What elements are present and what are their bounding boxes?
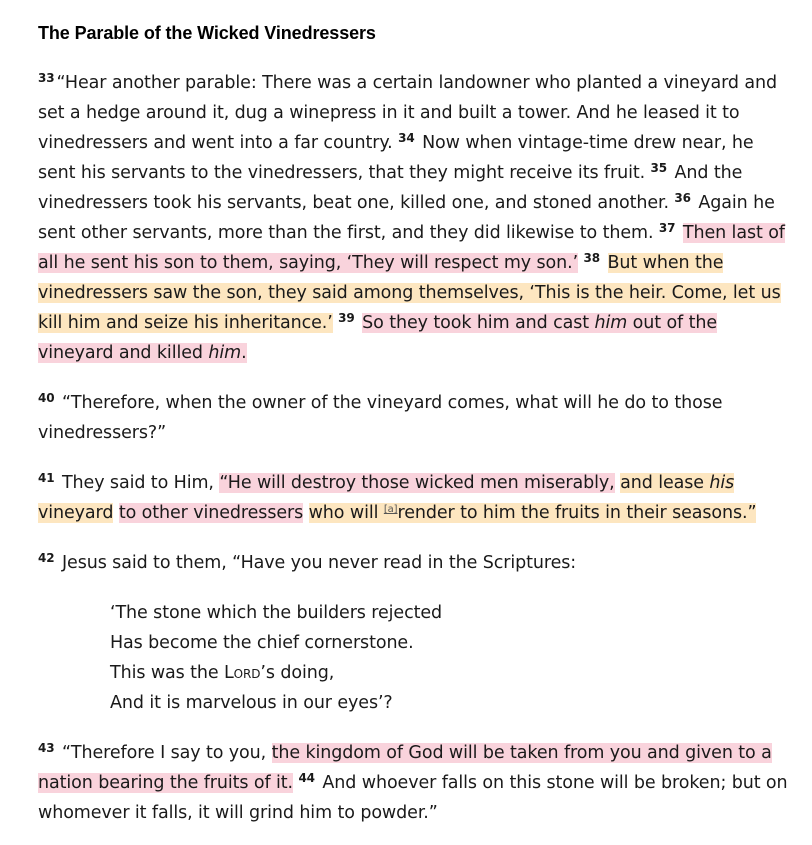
- highlight-pink[interactable]: Then last of all he sent his son to them, saying, ‘They will respect my son.’: [38, 223, 785, 273]
- footnote-link[interactable]: [a]: [383, 504, 398, 515]
- verse-text: And whoever falls on this stone will be broken; but on whomever it falls, it will grind him to powder.”: [38, 773, 788, 823]
- poem-line: [110, 658, 788, 688]
- verse-number[interactable]: 36: [674, 191, 691, 205]
- verse-number[interactable]: 40: [38, 391, 55, 405]
- verse-text: “Therefore, when the owner of the vineyard comes, what will he do to those vinedressers?”: [38, 393, 723, 443]
- verse-number[interactable]: 42: [38, 551, 55, 565]
- verse-text: Jesus said to them, “Have you never read in the Scriptures:: [61, 553, 577, 573]
- italic-word: him: [594, 313, 628, 333]
- verse-number[interactable]: 38: [583, 251, 601, 265]
- paragraph-43-44: [38, 738, 788, 828]
- poem-text: This was the: [110, 663, 225, 683]
- italic-word: his: [709, 473, 735, 493]
- verse-number[interactable]: 34: [398, 131, 415, 145]
- highlight-pink[interactable]: the kingdom of God will be taken from you and given to a nation bearing the fruits of it.: [38, 743, 772, 793]
- section-heading: The Parable of the Wicked Vinedressers: [38, 23, 376, 43]
- verse-text: render to him the fruits in their seasons.”: [397, 503, 757, 523]
- divine-name: Lord: [224, 663, 261, 683]
- verse-text: And the vinedressers took his servants, beat one, killed one, and stoned another.: [38, 163, 743, 213]
- verse-text: out of the vineyard and killed: [38, 313, 717, 363]
- poem-line: ‘The stone which the builders rejected: [110, 603, 443, 623]
- verse-number[interactable]: 33: [38, 71, 55, 85]
- highlight-pink[interactable]: to other vinedressers: [118, 503, 304, 523]
- verse-text: “Therefore I say to you,: [61, 743, 272, 763]
- poem-text: ’s doing,: [260, 663, 335, 683]
- verse-text: They said to Him,: [61, 473, 220, 493]
- verse-text: So they took him and cast: [362, 313, 595, 333]
- verse-number[interactable]: 44: [298, 771, 315, 785]
- paragraph-42: [38, 548, 788, 578]
- verse-number[interactable]: 35: [650, 161, 668, 175]
- verse-text: who will: [308, 503, 384, 523]
- verse-text: and lease: [620, 473, 710, 493]
- verse-number[interactable]: 37: [658, 221, 676, 235]
- verse-text: .: [241, 343, 247, 363]
- italic-word: him: [208, 343, 242, 363]
- paragraph-40: [38, 388, 788, 448]
- verse-text: Now when vintage-time drew near, he sent his servants to the vinedressers, that they might receive its fruit.: [38, 133, 754, 183]
- verse-text: “Hear another parable: There was a certain landowner who planted a vineyard and set a hedge around it, dug a winepress in it and built a tower. And he leased it to vinedressers and went into a far country.: [38, 73, 777, 153]
- poem-line: Has become the chief cornerstone.: [110, 633, 414, 653]
- verse-number[interactable]: 41: [38, 471, 55, 485]
- highlight-orange[interactable]: [309, 503, 757, 523]
- verse-number[interactable]: 43: [38, 741, 55, 755]
- verse-text: vineyard: [38, 503, 114, 523]
- poem-line: And it is marvelous in our eyes’?: [110, 693, 393, 713]
- highlight-pink[interactable]: “He will destroy those wicked men miserably,: [219, 473, 615, 493]
- verse-number[interactable]: 39: [338, 311, 355, 325]
- poetry-quote: [110, 598, 788, 718]
- paragraph-41: [38, 468, 788, 528]
- verse-text: Again he sent other servants, more than the first, and they did likewise to them.: [38, 193, 775, 243]
- highlight-orange[interactable]: But when the vinedressers saw the son, they said among themselves, ‘This is the heir. Come, let us kill him and seize his inheritance.’: [38, 253, 781, 333]
- paragraph-33-39: [38, 68, 788, 368]
